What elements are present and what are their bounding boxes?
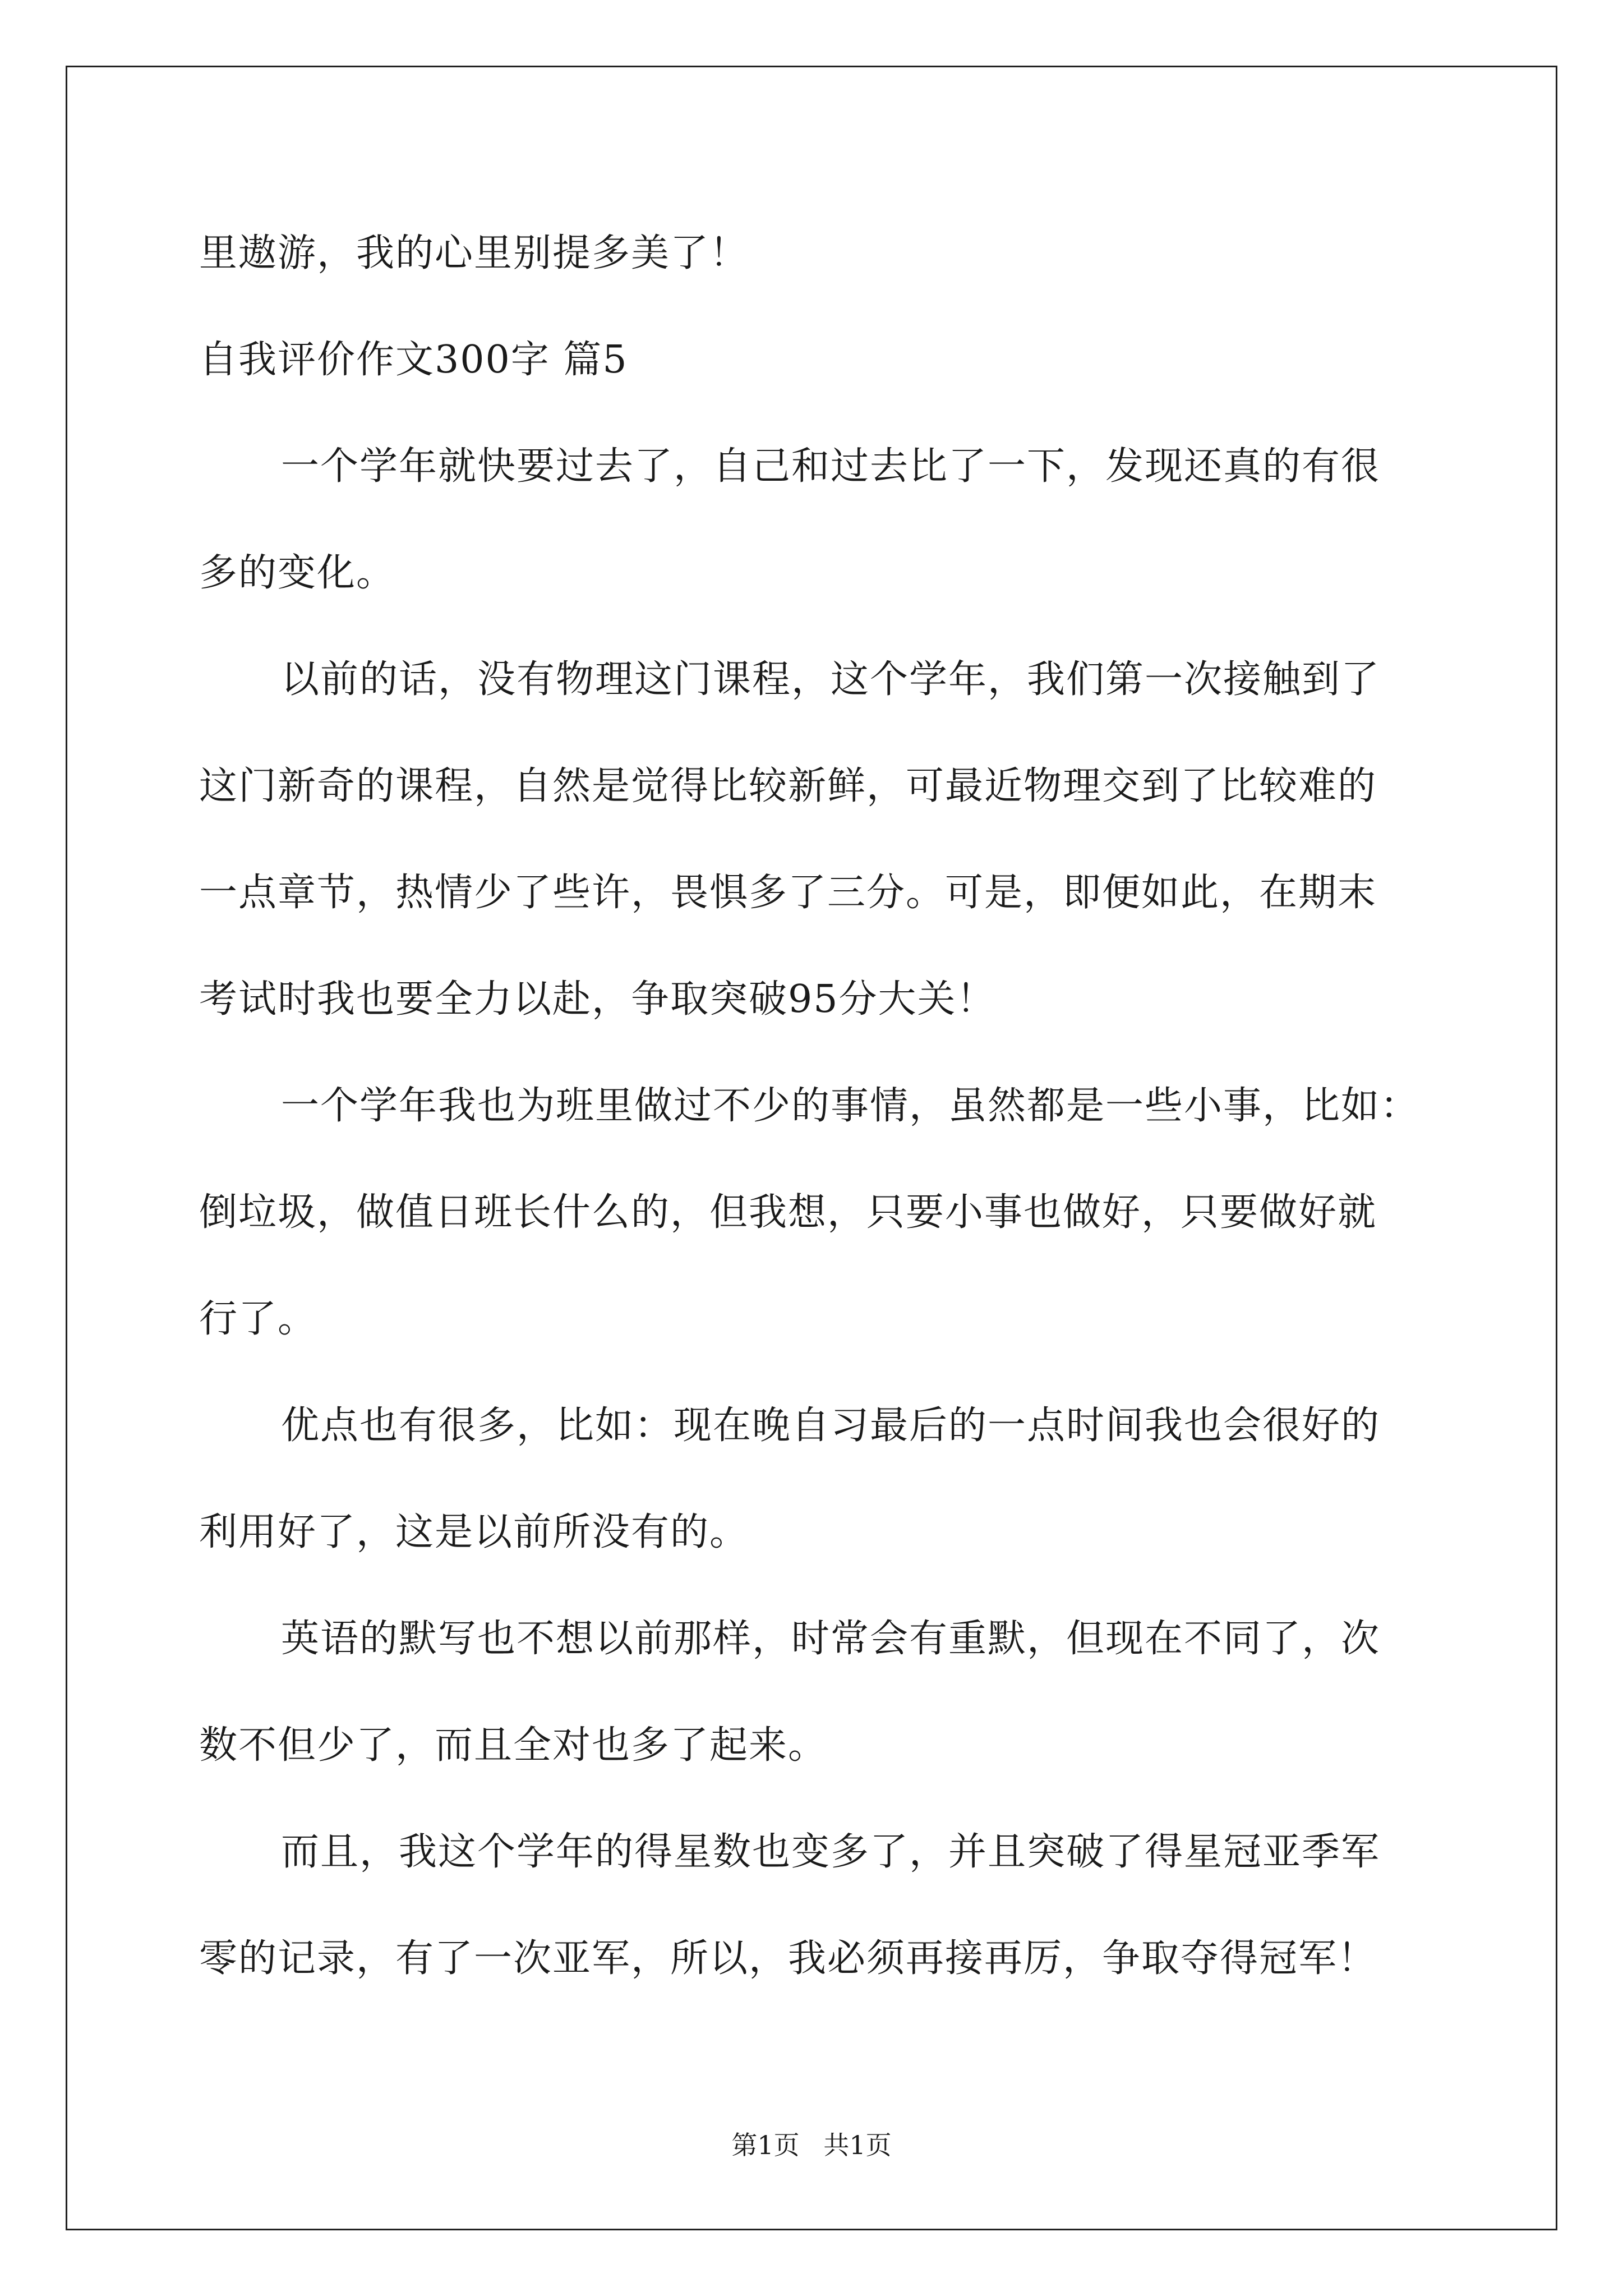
paragraph-line: 多的变化。 <box>199 551 396 595</box>
paragraph-line: 考试时我也要全力以赴，争取突破95分大关！ <box>199 977 996 1022</box>
paragraph-line: 一个学年就快要过去了，自己和过去比了一下，发现还真的有很 <box>281 444 1381 489</box>
paragraph-line: 英语的默写也不想以前那样，时常会有重默，但现在不同了，次 <box>281 1617 1381 1661</box>
paragraph-line: 数不但少了，而且全对也多了起来。 <box>199 1723 828 1768</box>
paragraph-line: 利用好了，这是以前所没有的。 <box>199 1510 749 1554</box>
page-number: 第1页 <box>731 2130 800 2160</box>
section-heading: 自我评价作文300字 篇5 <box>199 338 628 382</box>
paragraph-line: 这门新奇的课程，自然是觉得比较新鲜，可最近物理交到了比较难的 <box>199 764 1377 808</box>
paragraph-line: 一点章节，热情少了些许，畏惧多了三分。可是，即便如此，在期末 <box>199 871 1377 915</box>
page-total: 共1页 <box>823 2130 892 2160</box>
paragraph-line: 一个学年我也为班里做过不少的事情，虽然都是一些小事，比如： <box>281 1084 1420 1128</box>
page-footer <box>0 2129 1623 2161</box>
paragraph-line: 行了。 <box>199 1297 317 1341</box>
paragraph-line: 倒垃圾，做值日班长什么的，但我想，只要小事也做好，只要做好就 <box>199 1190 1377 1235</box>
text-line: 里遨游，我的心里别提多美了！ <box>199 231 749 275</box>
paragraph-line: 优点也有很多，比如：现在晚自习最后的一点时间我也会很好的 <box>281 1404 1381 1448</box>
paragraph-line: 而且，我这个学年的得星数也变多了，并且突破了得星冠亚季军 <box>281 1830 1381 1874</box>
paragraph-line: 以前的话，没有物理这门课程，这个学年，我们第一次接触到了 <box>281 657 1381 702</box>
paragraph-line: 零的记录，有了一次亚军，所以，我必须再接再厉，争取夺得冠军！ <box>199 1936 1377 1981</box>
page-border <box>66 66 1557 2230</box>
